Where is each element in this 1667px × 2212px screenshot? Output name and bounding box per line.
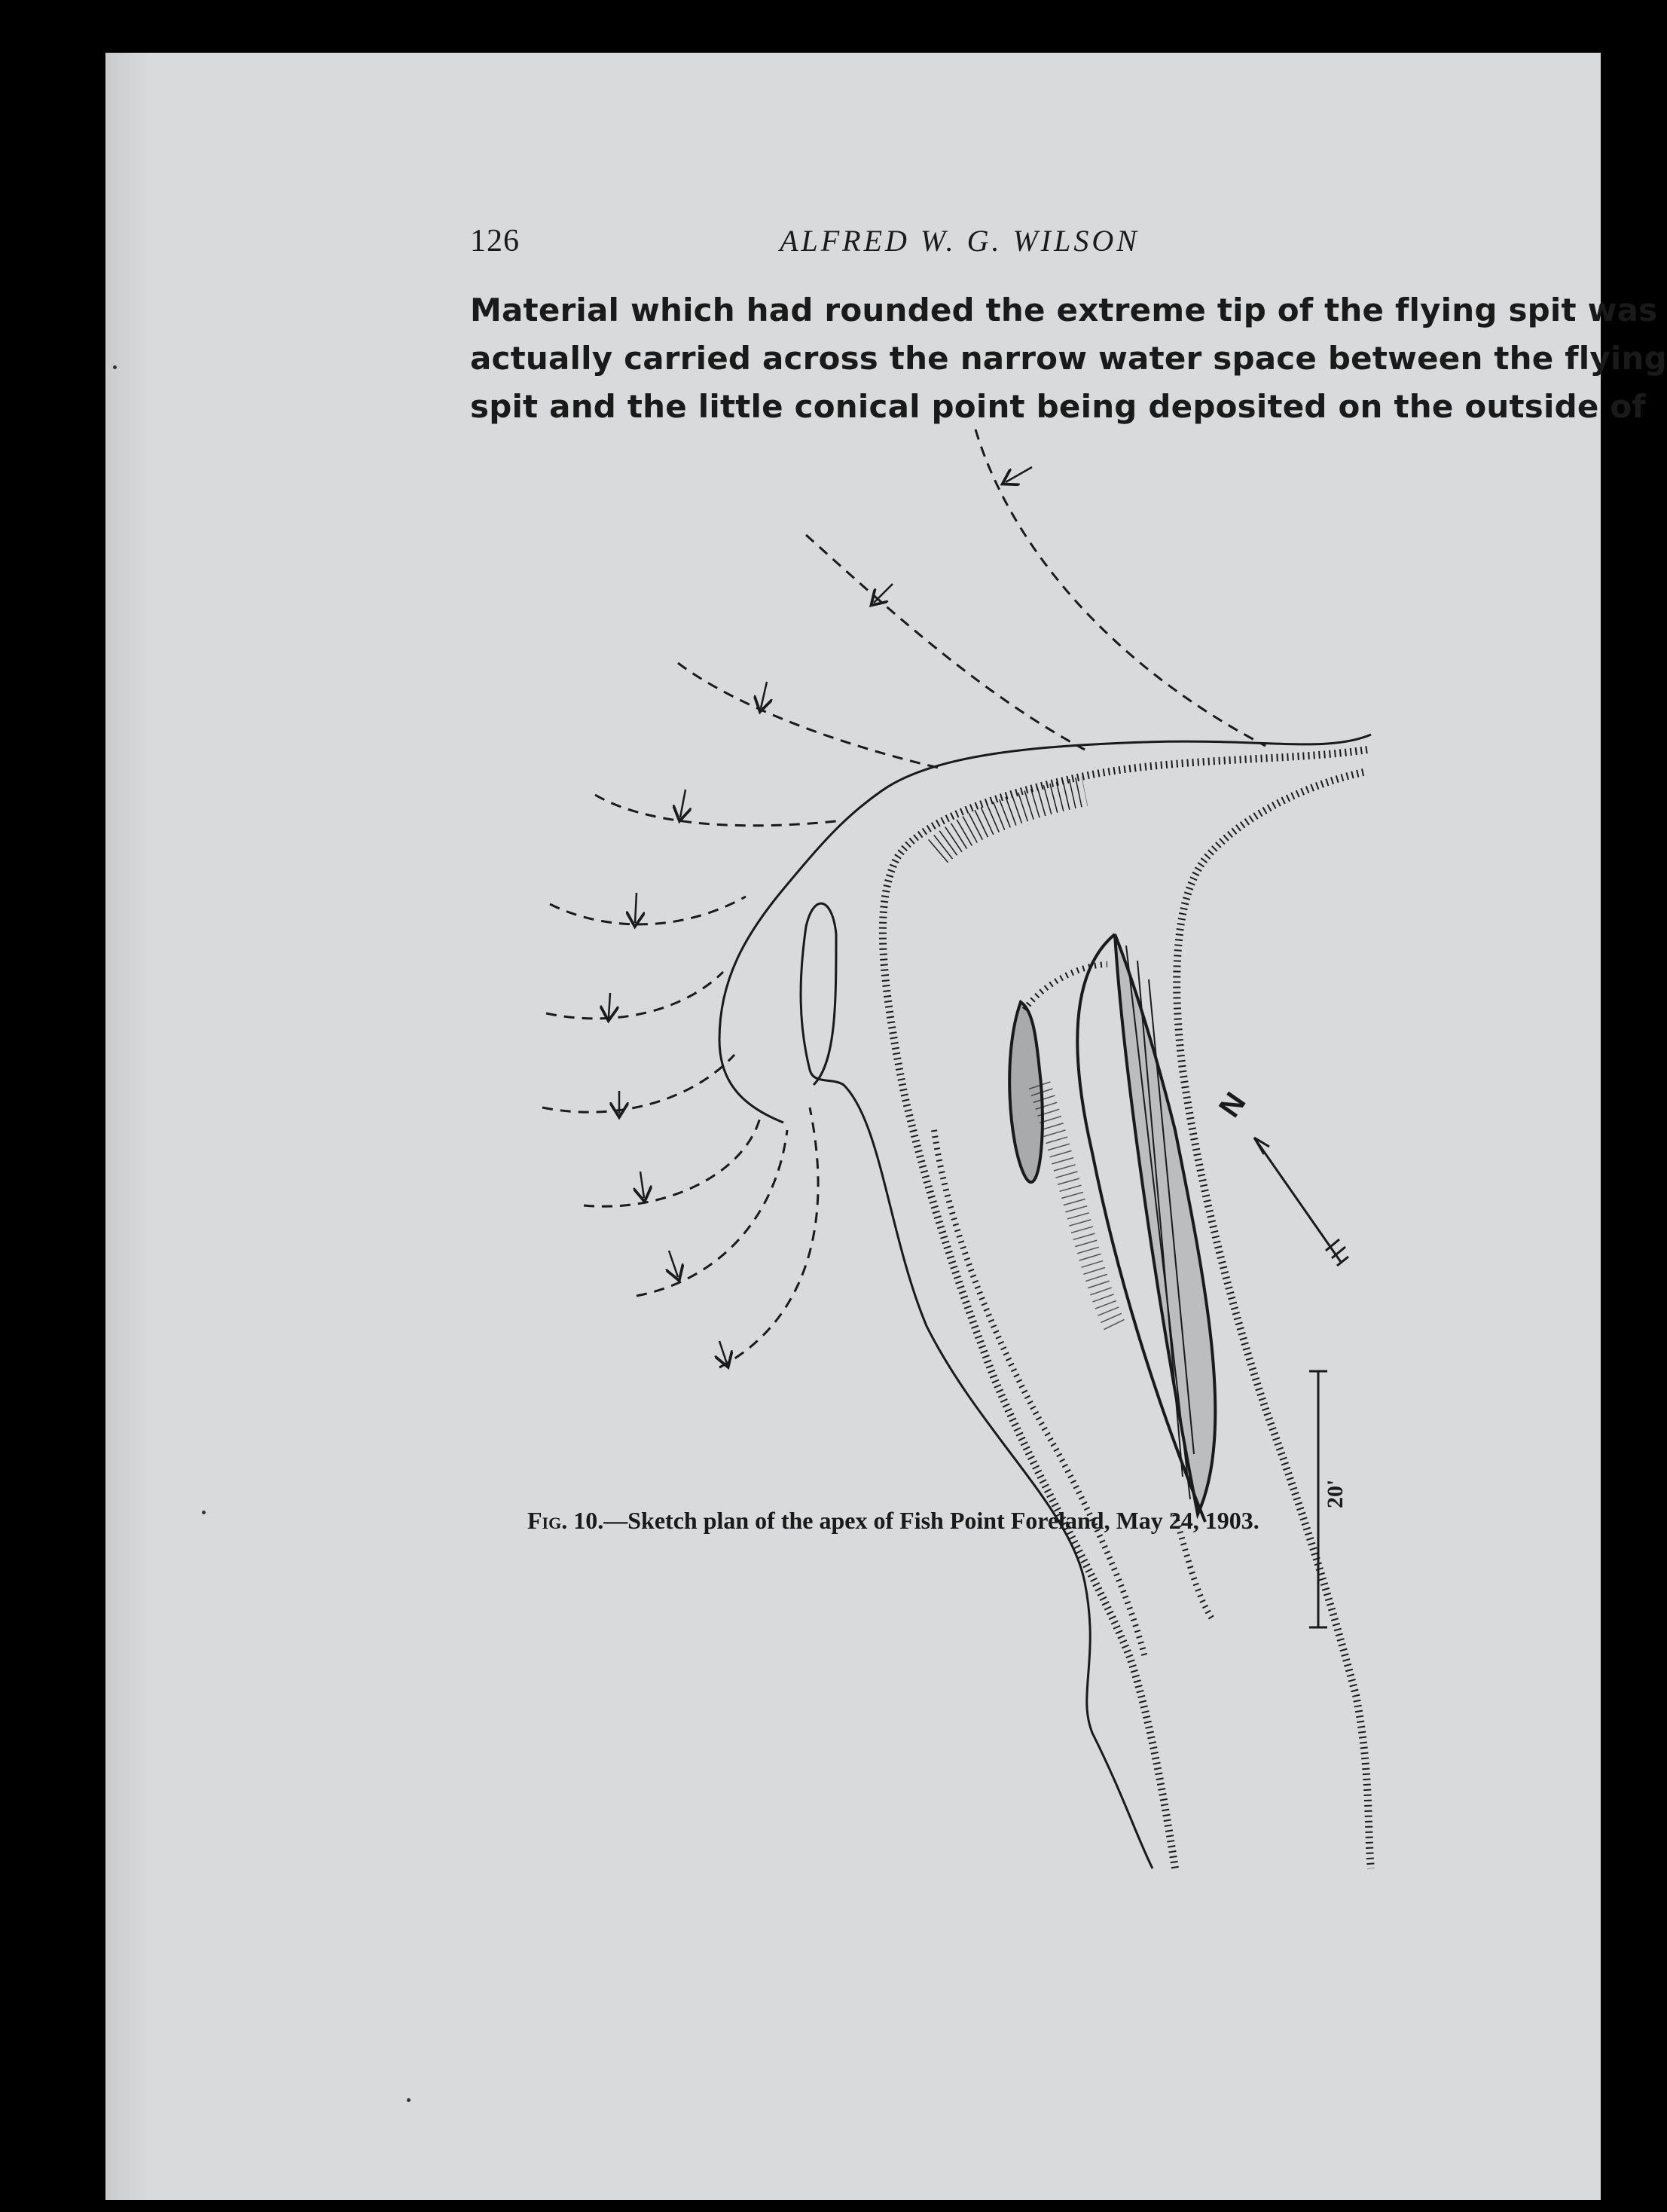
page-number: 126 [470,224,520,258]
hatched-shore [938,791,1085,851]
north-arrow [1213,1086,1348,1266]
current-arrow [669,1251,678,1277]
running-head: ALFRED W. G. WILSON [780,224,1140,258]
scan-speck [113,365,117,369]
current-line [678,663,942,768]
page-header [470,223,1397,268]
sketch-plan-drawing [527,422,1431,1508]
scale-label: 20' [1323,1479,1348,1508]
figure-label: Fig. 10. [527,1507,604,1534]
current-arrow [640,1172,644,1198]
current-line [542,1055,734,1112]
body-paragraph [470,286,1667,431]
scan-speck [407,2098,411,2102]
current-line [719,1108,818,1367]
current-arrow [635,893,637,923]
current-line [584,1115,761,1206]
current-arrow [761,682,767,708]
current-line [975,429,1266,746]
central-bar [1024,964,1107,1010]
caption-text: —Sketch plan of the apex of Fish Point Foreland, May 24, 1903. [603,1507,1259,1534]
body-line: actually carried across the narrow water space between the flying [470,340,1667,377]
body-line: Material which had rounded the extreme tip of the flying spit was [470,292,1658,328]
central-bar [1009,1002,1043,1182]
north-label: N [1213,1086,1253,1124]
current-line [595,795,836,826]
scan-speck [202,1511,206,1514]
current-arrow [719,1341,727,1364]
current-line [546,972,723,1019]
page-edge [105,53,151,2200]
body-line: spit and the little conical point being deposited on the outside of [470,388,1646,425]
current-arrow [874,584,893,603]
sketch-plan-figure [527,422,1431,1508]
central-bar [1115,934,1215,1514]
current-arrow [1006,467,1032,482]
current-line [637,1130,787,1296]
current-arrow [609,993,610,1017]
figure-caption [527,1507,1401,1535]
current-arrow [680,790,685,817]
current-line [806,535,1085,750]
current-line [550,897,746,924]
